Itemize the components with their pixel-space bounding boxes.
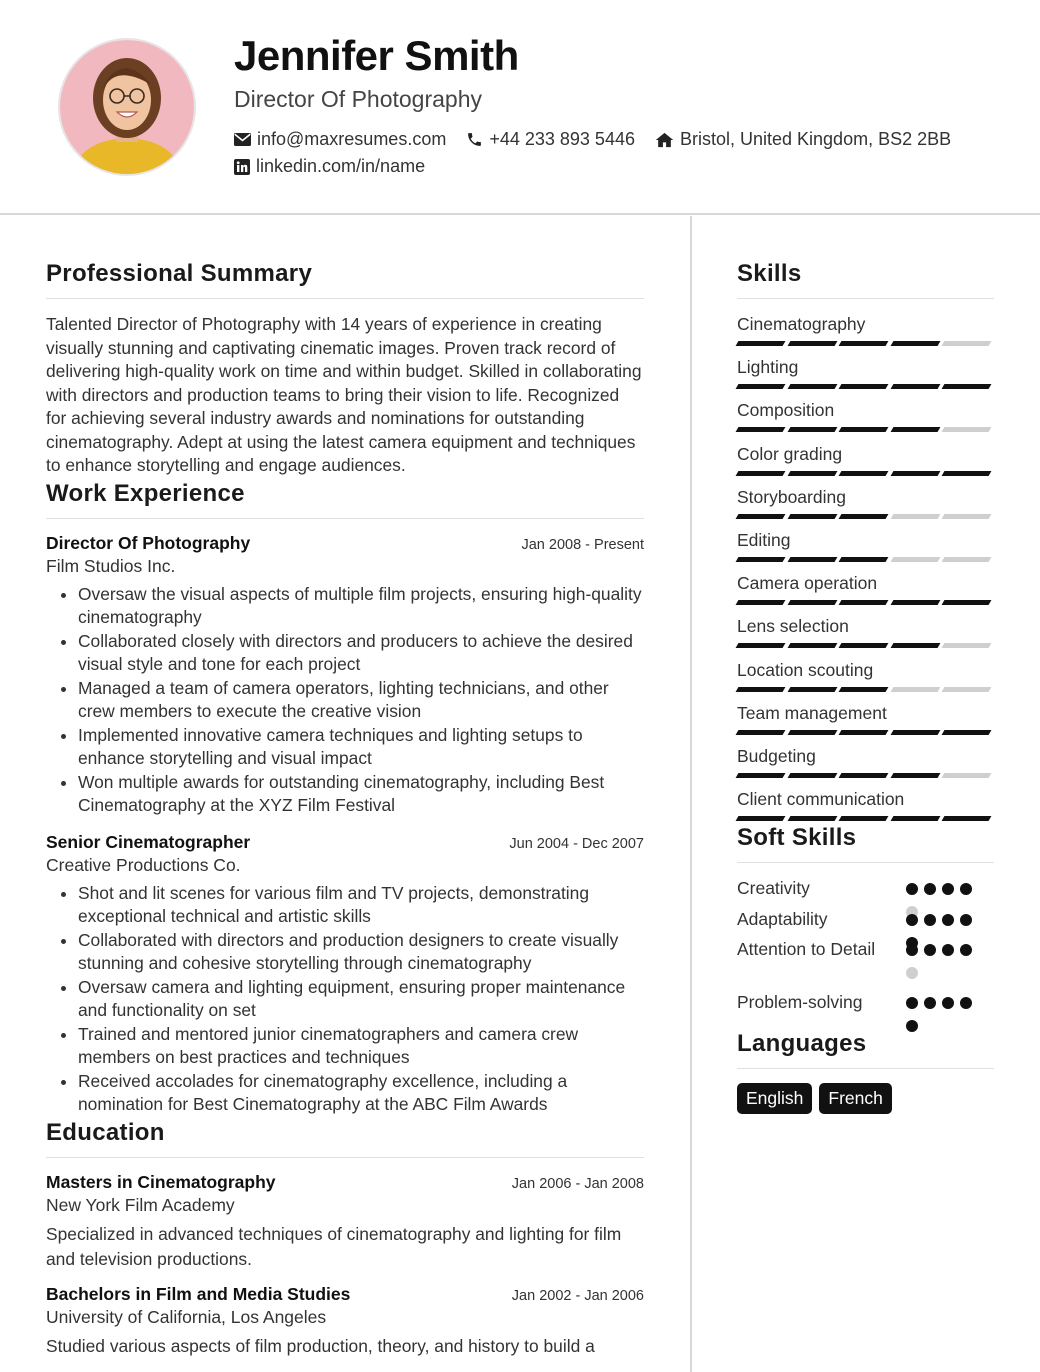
degree-title: Masters in Cinematography [46,1171,276,1192]
job-company: Creative Productions Co. [46,854,241,875]
skill-level-segment [787,773,837,778]
soft-skill-item [737,938,994,991]
skill-level-segment [942,643,992,648]
skill-level-segment [736,514,786,519]
skill-level-segment [839,427,889,432]
rating-dot [906,967,918,979]
list-item: • Won multiple awards for outstanding cinematography, including Best Cinematography at the XYZ Film Festival [78,771,644,818]
skill-level-bar [737,384,995,389]
rating-dot [924,997,936,1009]
portrait-image [60,40,194,174]
envelope-icon [234,133,251,146]
skill-item [737,487,994,530]
skill-level-segment [736,816,786,821]
skill-level-bar [737,341,995,346]
education-date: Jan 2002 - Jan 2006 [511,1287,644,1304]
skill-item [737,789,994,832]
rating-dot [960,914,972,926]
list-item: • Received accolades for cinematography excellence, including a nomination for Best Cinematography at the ABC Film Awards [78,1070,644,1117]
skill-item [737,616,994,659]
skill-level-segment [839,384,889,389]
rating-dot [924,883,936,895]
skill-level-segment [890,557,940,562]
summary-text: Talented Director of Photography with 14 years of experience in creating visually stunning and captivating cinematic images. Proven track record of delivering high-quality work on time and within budget. Skilled in collaborating with directors and production teams to bring their vision to life. Recognized for achieving several industry awards and nominations for outstanding cinematography. Adept at using the latest camera equipment and techniques to enhance storytelling and engage audiences. [46,314,642,475]
skill-level-segment [736,384,786,389]
soft-skill-name: Attention to Detail [737,939,876,960]
contact-address [655,129,951,150]
skill-level-segment [736,773,786,778]
soft-skill-name: Creativity [737,878,810,899]
section-title: Skills [737,260,802,287]
avatar [58,38,196,176]
soft-skills-section [737,824,994,1024]
section-title: Languages [737,1030,867,1058]
skill-level-bar [737,471,995,476]
list-item: • Shot and lit scenes for various film and TV projects, demonstrating exceptional technical and artistic skills [78,882,644,929]
skill-level-segment [736,471,786,476]
rating-dot [960,944,972,956]
skill-level-bar [737,730,995,735]
soft-skills-list [737,877,994,1024]
list-item: • Oversaw the visual aspects of multiple film projects, ensuring high-quality cinematography [78,583,644,630]
skill-name: Camera operation [737,573,878,594]
skill-level-segment [942,514,992,519]
skill-name: Lens selection [737,616,849,637]
list-item: • Trained and mentored junior cinematographers and camera crew members on best practices and techniques [78,1023,644,1070]
job-date: Jan 2008 - Present [521,536,644,553]
experience-section [46,480,644,1117]
rating-dot [924,914,936,926]
rating-dot [942,944,954,956]
list-item: • Implemented innovative camera techniques and lighting setups to enhance storytelling and visual impact [78,724,644,771]
skill-level-segment [736,427,786,432]
skill-level-segment [839,557,889,562]
soft-skill-rating [906,944,980,990]
rating-dot [942,997,954,1009]
section-title: Education [46,1118,165,1146]
skill-level-segment [787,341,837,346]
skill-item [737,703,994,746]
skill-level-segment [736,557,786,562]
skill-level-segment [736,643,786,648]
skill-level-segment [839,643,889,648]
job-entry [46,832,644,1117]
rating-dot [906,883,918,895]
section-rule [46,298,644,299]
skill-level-segment [787,600,837,605]
skill-level-segment [787,557,837,562]
skill-level-segment [787,687,837,692]
skill-level-segment [839,730,889,735]
skill-item [737,314,994,357]
education-description: Studied various aspects of film production, theory, and history to build a [46,1335,595,1356]
contact-row [234,156,445,177]
language-tag: French [819,1083,891,1114]
skill-level-segment [942,427,992,432]
contact-phone[interactable] [466,129,635,150]
rating-dot [942,883,954,895]
skill-level-bar [737,643,995,648]
resume-header [0,0,1040,215]
skill-level-segment [839,600,889,605]
rating-dot [924,944,936,956]
skill-level-segment [890,816,940,821]
skill-level-segment [787,514,837,519]
section-rule [46,1157,644,1158]
skill-level-segment [942,687,992,692]
soft-skill-rating [906,997,980,1043]
home-icon [655,132,674,148]
skill-level-segment [839,341,889,346]
skill-name: Budgeting [737,745,816,766]
skill-level-bar [737,816,995,821]
contact-linkedin[interactable] [234,156,425,177]
main-column [46,216,644,1359]
soft-skill-item [737,991,994,1024]
rating-dot [960,883,972,895]
soft-skill-item [737,877,994,908]
skill-level-segment [839,471,889,476]
skill-level-segment [890,384,940,389]
skill-level-segment [890,341,940,346]
skill-item [737,573,994,616]
rating-dot [906,944,918,956]
section-rule [737,862,994,863]
skill-level-bar [737,773,995,778]
skill-item [737,746,994,789]
skill-level-segment [942,773,992,778]
skill-name: Team management [737,702,887,723]
education-date: Jan 2006 - Jan 2008 [511,1175,644,1192]
soft-skill-name: Problem-solving [737,992,863,1013]
skill-name: Color grading [737,443,843,464]
list-item: • Collaborated with directors and production designers to create visually stunning and cohesive storytelling through cinematography [78,929,644,976]
skill-level-segment [787,427,837,432]
linkedin-icon [234,159,250,175]
summary-section [46,260,644,478]
education-entry [46,1284,644,1359]
skill-level-segment [839,514,889,519]
languages-list [737,1083,994,1114]
email-text: info@maxresumes.com [257,129,447,149]
skill-name: Storyboarding [737,486,846,507]
skill-level-segment [890,687,940,692]
rating-dot [906,914,918,926]
skill-level-segment [942,471,992,476]
skill-level-segment [942,341,992,346]
skill-item [737,660,994,703]
candidate-name: Jennifer Smith [234,32,519,79]
section-title: Professional Summary [46,260,313,287]
skill-name: Lighting [737,357,799,378]
job-title: Director Of Photography [46,532,251,553]
job-title: Senior Cinematographer [46,831,251,852]
skill-level-bar [737,557,995,562]
skill-level-bar [737,687,995,692]
skill-level-segment [942,557,992,562]
skill-level-segment [839,773,889,778]
skill-level-segment [736,730,786,735]
education-section [46,1119,644,1359]
contact-row [234,129,971,150]
address-text: Bristol, United Kingdom, BS2 2BB [679,129,952,149]
sidebar-column [737,216,994,1114]
list-item: • Managed a team of camera operators, lighting technicians, and other crew members to execute the creative vision [78,677,644,724]
candidate-title: Director Of Photography [234,86,483,112]
skill-level-segment [890,643,940,648]
skill-level-segment [890,514,940,519]
language-tag: English [737,1083,812,1114]
list-item: • Oversaw camera and lighting equipment, ensuring proper maintenance and functionality on set [78,976,644,1023]
skill-item [737,530,994,573]
skill-level-segment [942,600,992,605]
skill-level-segment [890,730,940,735]
education-entry [46,1172,644,1272]
school-name: New York Film Academy [46,1194,235,1215]
skill-level-bar [737,600,995,605]
skill-item [737,400,994,443]
skill-level-segment [736,687,786,692]
skill-level-segment [736,341,786,346]
rating-dot [906,997,918,1009]
rating-dot [906,1020,918,1032]
skill-item [737,444,994,487]
soft-skill-name: Adaptability [737,909,828,930]
skill-item [737,357,994,400]
skill-level-segment [890,471,940,476]
skill-name: Client communication [737,789,905,810]
skill-level-segment [787,816,837,821]
skill-level-segment [942,384,992,389]
skill-level-segment [839,816,889,821]
phone-text: +44 233 893 5446 [489,129,635,149]
section-rule [737,1068,994,1069]
skill-level-segment [890,773,940,778]
section-rule [46,518,644,519]
skill-level-bar [737,427,995,432]
skill-level-segment [787,471,837,476]
rating-dot [960,997,972,1009]
column-divider [690,216,692,1372]
skills-section [737,260,994,832]
skill-name: Location scouting [737,659,874,680]
skill-level-segment [787,643,837,648]
rating-dot [942,914,954,926]
phone-icon [466,131,483,148]
job-bullets [46,882,644,1117]
job-date: Jun 2004 - Dec 2007 [509,835,644,852]
section-rule [737,298,994,299]
contact-email[interactable] [234,129,446,150]
soft-skill-item [737,908,994,938]
skill-level-segment [942,730,992,735]
skill-level-segment [890,600,940,605]
skill-level-segment [787,384,837,389]
section-title: Work Experience [46,479,245,507]
linkedin-text: linkedin.com/in/name [256,156,426,176]
skill-name: Editing [737,529,791,550]
skill-level-segment [890,427,940,432]
job-bullets [46,583,644,818]
skill-name: Composition [737,400,835,421]
skill-name: Cinematography [737,314,866,334]
list-item: • Collaborated closely with directors and producers to achieve the desired visual style and tone for each project [78,630,644,677]
skill-level-segment [787,730,837,735]
skill-level-bar [737,514,995,519]
section-title: Soft Skills [737,824,857,852]
skill-level-segment [942,816,992,821]
school-name: University of California, Los Angeles [46,1306,327,1327]
job-company: Film Studios Inc. [46,555,176,576]
skill-level-segment [839,687,889,692]
degree-title: Bachelors in Film and Media Studies [46,1283,351,1304]
job-entry [46,533,644,818]
education-description: Specialized in advanced techniques of cinematography and lighting for film and television productions. [46,1223,622,1269]
skills-list [737,314,994,832]
skill-level-segment [736,600,786,605]
